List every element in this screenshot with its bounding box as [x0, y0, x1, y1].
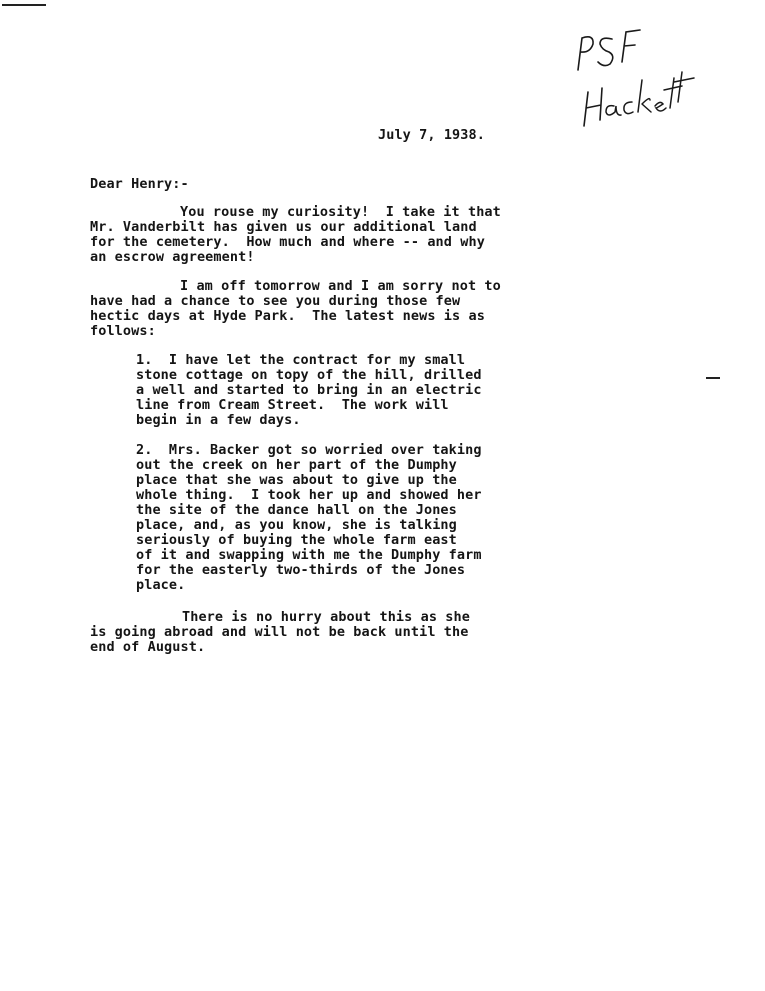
list-item-1-line: line from Cream Street. The work will — [136, 397, 449, 413]
paragraph-3-line: There is no hurry about this as she — [182, 609, 470, 625]
list-item-2-line: whole thing. I took her up and showed her — [136, 487, 482, 503]
paragraph-1-line: an escrow agreement! — [90, 249, 255, 265]
list-item-2-line: seriously of buying the whole farm east — [136, 532, 457, 548]
list-item-2-line: the site of the dance hall on the Jones — [136, 502, 457, 518]
list-item-1-line: a well and started to bring in an electric — [136, 382, 482, 398]
letter-date: July 7, 1938. — [378, 127, 485, 143]
list-item-1-line: stone cottage on topy of the hill, drilled — [136, 367, 482, 383]
scan-mark-top-left — [2, 4, 46, 6]
list-item-2-line: 2. Mrs. Backer got so worried over taking — [136, 442, 482, 458]
list-item-1-line: 1. I have let the contract for my small — [136, 352, 466, 368]
scan-mark-right — [706, 377, 720, 379]
paragraph-1-line: You rouse my curiosity! I take it that — [180, 204, 501, 220]
list-item-2-line: of it and swapping with me the Dumphy farm — [136, 547, 482, 563]
list-item-2-line: place, and, as you know, she is talking — [136, 517, 457, 533]
salutation: Dear Henry:- — [90, 176, 189, 192]
paragraph-1-line: for the cemetery. How much and where -- and why — [90, 234, 485, 250]
paragraph-1-line: Mr. Vanderbilt has given us our additional land — [90, 219, 477, 235]
list-item-2-line: place that she was about to give up the — [136, 472, 457, 488]
paragraph-2-line: follows: — [90, 323, 156, 339]
paragraph-3-line: end of August. — [90, 639, 206, 655]
list-item-1-line: begin in a few days. — [136, 412, 301, 428]
paragraph-2-line: I am off tomorrow and I am sorry not to — [180, 278, 501, 294]
list-item-2-line: out the creek on her part of the Dumphy — [136, 457, 457, 473]
list-item-2-line: for the easterly two-thirds of the Jones — [136, 562, 466, 578]
paragraph-3-line: is going abroad and will not be back until the — [90, 624, 469, 640]
paragraph-2-line: hectic days at Hyde Park. The latest news is as — [90, 308, 485, 324]
handwritten-annotation — [560, 22, 700, 132]
paragraph-2-line: have had a chance to see you during those few — [90, 293, 461, 309]
list-item-2-line: place. — [136, 577, 186, 593]
